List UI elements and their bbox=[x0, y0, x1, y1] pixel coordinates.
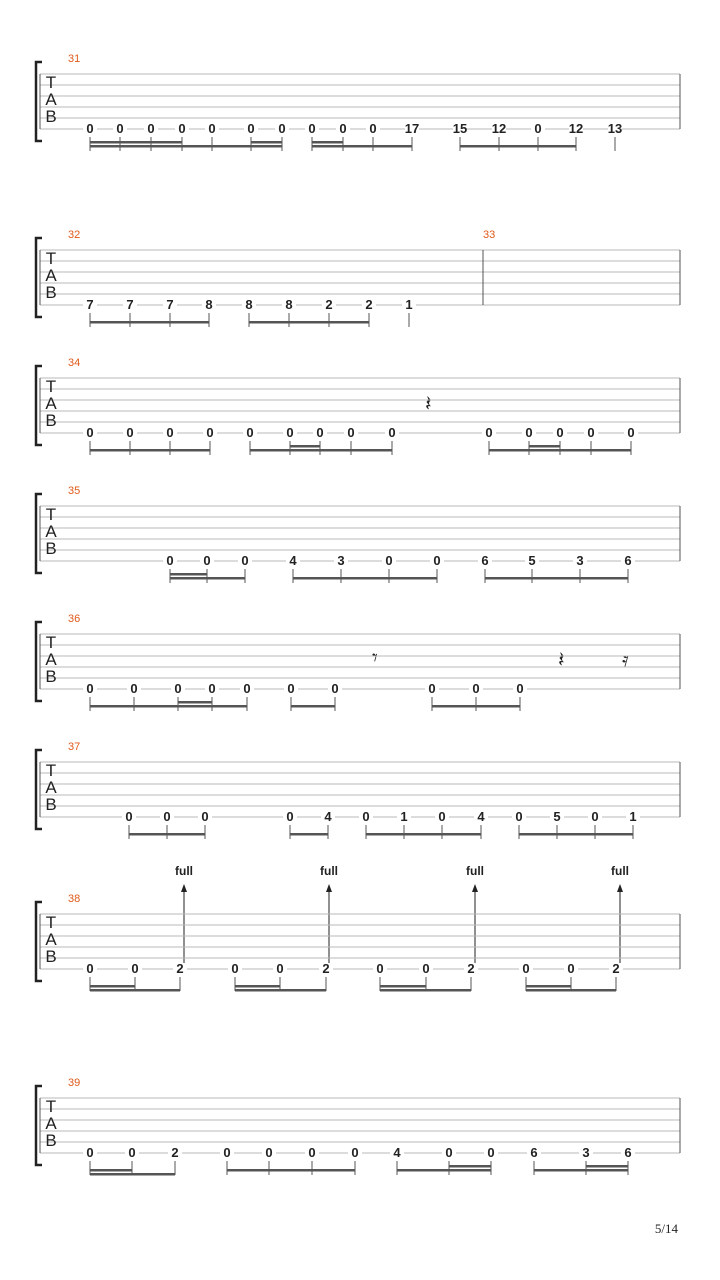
tab-letter-a: A bbox=[45, 90, 57, 109]
measure-number: 37 bbox=[68, 741, 81, 753]
fret-number: 0 bbox=[485, 425, 493, 440]
fret-number: 0 bbox=[206, 425, 214, 440]
fret-number: 2 bbox=[322, 961, 330, 976]
fret-number: 7 bbox=[86, 297, 94, 312]
fret-number: 0 bbox=[627, 425, 635, 440]
tab-letter-t: T bbox=[45, 249, 57, 268]
beam bbox=[534, 1169, 628, 1172]
beam bbox=[397, 1169, 491, 1172]
tab-letter-b: B bbox=[45, 795, 57, 814]
fret-number: 0 bbox=[174, 681, 182, 696]
fret-number: 1 bbox=[405, 297, 413, 312]
fret-number: 15 bbox=[452, 121, 468, 136]
bend-arrowhead bbox=[617, 884, 623, 892]
fret-number: 0 bbox=[247, 121, 255, 136]
beam bbox=[519, 833, 633, 836]
fret-number: 5 bbox=[553, 809, 561, 824]
tab-letter-b: B bbox=[45, 283, 57, 302]
fret-number: 17 bbox=[404, 121, 420, 136]
beam bbox=[170, 573, 207, 576]
beam bbox=[460, 145, 576, 148]
fret-number: 0 bbox=[243, 681, 251, 696]
system-7 bbox=[36, 893, 680, 992]
sixteenth-rest: 𝄿 bbox=[622, 648, 629, 673]
fret-number: 0 bbox=[369, 121, 377, 136]
fret-number: 6 bbox=[624, 553, 632, 568]
system-5 bbox=[36, 613, 680, 711]
fret-number: 0 bbox=[125, 809, 133, 824]
fret-number: 3 bbox=[582, 1145, 590, 1160]
measure-number: 39 bbox=[68, 1077, 81, 1089]
beam bbox=[251, 141, 282, 144]
fret-number: 0 bbox=[276, 961, 284, 976]
fret-number: 0 bbox=[316, 425, 324, 440]
eighth-rest: 𝄾 bbox=[372, 646, 378, 671]
fret-number: 5 bbox=[528, 553, 536, 568]
fret-number: 0 bbox=[516, 681, 524, 696]
tab-letter-b: B bbox=[45, 947, 57, 966]
fret-number: 0 bbox=[287, 681, 295, 696]
beam bbox=[90, 321, 209, 324]
beam bbox=[526, 985, 571, 988]
fret-number: 12 bbox=[491, 121, 507, 136]
tab-letter-t: T bbox=[45, 913, 57, 932]
beam bbox=[586, 1165, 628, 1168]
fret-number: 0 bbox=[438, 809, 446, 824]
fret-number: 3 bbox=[337, 553, 345, 568]
tab-letter-b: B bbox=[45, 411, 57, 430]
fret-number: 0 bbox=[241, 553, 249, 568]
bend-arrowhead bbox=[472, 884, 478, 892]
tab-letter-b: B bbox=[45, 667, 57, 686]
fret-number: 0 bbox=[472, 681, 480, 696]
fret-number: 0 bbox=[86, 1145, 94, 1160]
bend-label: full bbox=[466, 864, 484, 878]
fret-number: 0 bbox=[556, 425, 564, 440]
beam bbox=[529, 445, 560, 448]
tab-letter-a: A bbox=[45, 930, 57, 949]
fret-number: 0 bbox=[223, 1145, 231, 1160]
fret-number: 0 bbox=[351, 1145, 359, 1160]
beam bbox=[90, 141, 182, 144]
beam bbox=[526, 989, 616, 992]
fret-number: 0 bbox=[126, 425, 134, 440]
tab-letter-a: A bbox=[45, 1114, 57, 1133]
fret-number: 4 bbox=[477, 809, 485, 824]
system-4 bbox=[36, 485, 680, 966]
beam bbox=[290, 445, 320, 448]
tab-letter-t: T bbox=[45, 73, 57, 92]
beam bbox=[380, 989, 471, 992]
fret-number: 8 bbox=[205, 297, 213, 312]
beam bbox=[90, 705, 247, 708]
fret-number: 2 bbox=[612, 961, 620, 976]
beam bbox=[90, 145, 282, 148]
quarter-rest: 𝄽 bbox=[425, 392, 432, 417]
fret-number: 0 bbox=[522, 961, 530, 976]
beam bbox=[227, 1169, 355, 1172]
beam bbox=[235, 989, 326, 992]
beam bbox=[366, 833, 481, 836]
tab-letter-t: T bbox=[45, 761, 57, 780]
bend-label: full bbox=[320, 864, 338, 878]
bend-label: full bbox=[611, 864, 629, 878]
quarter-rest: 𝄽 bbox=[558, 648, 565, 673]
beam bbox=[250, 449, 392, 452]
fret-number: 0 bbox=[487, 1145, 495, 1160]
system-8 bbox=[36, 1077, 680, 1176]
beam bbox=[249, 321, 369, 324]
tab-letter-t: T bbox=[45, 505, 57, 524]
fret-number: 0 bbox=[308, 121, 316, 136]
tab-letter-a: A bbox=[45, 522, 57, 541]
fret-number: 0 bbox=[587, 425, 595, 440]
fret-number: 0 bbox=[131, 961, 139, 976]
fret-number: 0 bbox=[166, 553, 174, 568]
fret-number: 0 bbox=[147, 121, 155, 136]
beam bbox=[90, 985, 135, 988]
fret-number: 0 bbox=[376, 961, 384, 976]
fret-number: 0 bbox=[231, 961, 239, 976]
fret-number: 12 bbox=[568, 121, 584, 136]
measure-number: 32 bbox=[68, 229, 81, 241]
system-1 bbox=[36, 53, 680, 151]
beam bbox=[90, 989, 180, 992]
fret-number: 0 bbox=[445, 1145, 453, 1160]
fret-number: 0 bbox=[246, 425, 254, 440]
bend-arrowhead bbox=[181, 884, 187, 892]
fret-number: 0 bbox=[362, 809, 370, 824]
bend-arrowhead bbox=[326, 884, 332, 892]
beam bbox=[178, 701, 212, 704]
fret-number: 0 bbox=[422, 961, 430, 976]
tab-letter-t: T bbox=[45, 377, 57, 396]
tab-letter-b: B bbox=[45, 107, 57, 126]
fret-number: 0 bbox=[433, 553, 441, 568]
beam bbox=[432, 705, 520, 708]
fret-number: 0 bbox=[166, 425, 174, 440]
measure-number: 36 bbox=[68, 613, 81, 625]
measure-number: 34 bbox=[68, 357, 81, 369]
tab-letter-t: T bbox=[45, 1097, 57, 1116]
beam bbox=[485, 577, 628, 580]
tab-letter-b: B bbox=[45, 539, 57, 558]
fret-number: 0 bbox=[201, 809, 209, 824]
beam bbox=[90, 449, 210, 452]
fret-number: 0 bbox=[534, 121, 542, 136]
fret-number: 0 bbox=[163, 809, 171, 824]
fret-number: 0 bbox=[278, 121, 286, 136]
fret-number: 0 bbox=[86, 121, 94, 136]
fret-number: 0 bbox=[428, 681, 436, 696]
beam bbox=[293, 577, 437, 580]
beam bbox=[291, 705, 335, 708]
fret-number: 2 bbox=[467, 961, 475, 976]
fret-number: 0 bbox=[86, 961, 94, 976]
fret-number: 0 bbox=[286, 425, 294, 440]
fret-number: 4 bbox=[393, 1145, 401, 1160]
fret-number: 0 bbox=[116, 121, 124, 136]
beam bbox=[290, 833, 328, 836]
beam bbox=[170, 577, 245, 580]
fret-number: 0 bbox=[130, 681, 138, 696]
fret-number: 13 bbox=[607, 121, 623, 136]
tab-letter-a: A bbox=[45, 650, 57, 669]
measure-number: 31 bbox=[68, 53, 81, 65]
fret-number: 0 bbox=[388, 425, 396, 440]
fret-number: 0 bbox=[567, 961, 575, 976]
fret-number: 1 bbox=[400, 809, 408, 824]
fret-number: 0 bbox=[208, 681, 216, 696]
beam bbox=[90, 1173, 175, 1176]
beam bbox=[312, 141, 343, 144]
fret-number: 7 bbox=[126, 297, 134, 312]
fret-number: 2 bbox=[325, 297, 333, 312]
fret-number: 0 bbox=[339, 121, 347, 136]
fret-number: 2 bbox=[171, 1145, 179, 1160]
fret-number: 4 bbox=[324, 809, 332, 824]
beam bbox=[129, 833, 205, 836]
measure-number: 33 bbox=[483, 229, 496, 241]
fret-number: 2 bbox=[365, 297, 373, 312]
fret-number: 0 bbox=[308, 1145, 316, 1160]
fret-number: 3 bbox=[576, 553, 584, 568]
beam bbox=[235, 985, 280, 988]
fret-number: 0 bbox=[265, 1145, 273, 1160]
fret-number: 0 bbox=[331, 681, 339, 696]
beam bbox=[380, 985, 426, 988]
fret-number: 0 bbox=[515, 809, 523, 824]
page-number: 5/14 bbox=[654, 1221, 678, 1236]
bend-label: full bbox=[175, 864, 193, 878]
fret-number: 0 bbox=[203, 553, 211, 568]
beam bbox=[449, 1165, 491, 1168]
tab-letter-a: A bbox=[45, 778, 57, 797]
fret-number: 0 bbox=[128, 1145, 136, 1160]
fret-number: 0 bbox=[591, 809, 599, 824]
tab-letter-a: A bbox=[45, 394, 57, 413]
fret-number: 0 bbox=[525, 425, 533, 440]
system-3 bbox=[36, 357, 680, 673]
fret-number: 0 bbox=[178, 121, 186, 136]
tab-letter-t: T bbox=[45, 633, 57, 652]
measure-number: 35 bbox=[68, 485, 81, 497]
fret-number: 0 bbox=[385, 553, 393, 568]
fret-number: 0 bbox=[208, 121, 216, 136]
fret-number: 6 bbox=[481, 553, 489, 568]
system-6 bbox=[36, 741, 680, 839]
measure-number: 38 bbox=[68, 893, 81, 905]
beam bbox=[489, 449, 631, 452]
fret-number: 6 bbox=[624, 1145, 632, 1160]
fret-number: 1 bbox=[629, 809, 637, 824]
fret-number: 6 bbox=[530, 1145, 538, 1160]
tab-letter-a: A bbox=[45, 266, 57, 285]
tab-letter-b: B bbox=[45, 1131, 57, 1150]
fret-number: 0 bbox=[86, 425, 94, 440]
fret-number: 0 bbox=[86, 681, 94, 696]
beam bbox=[90, 1169, 132, 1172]
fret-number: 4 bbox=[289, 553, 297, 568]
fret-number: 2 bbox=[176, 961, 184, 976]
fret-number: 0 bbox=[347, 425, 355, 440]
fret-number: 0 bbox=[286, 809, 294, 824]
fret-number: 8 bbox=[285, 297, 293, 312]
fret-number: 7 bbox=[166, 297, 174, 312]
beam bbox=[312, 145, 412, 148]
fret-number: 8 bbox=[245, 297, 253, 312]
